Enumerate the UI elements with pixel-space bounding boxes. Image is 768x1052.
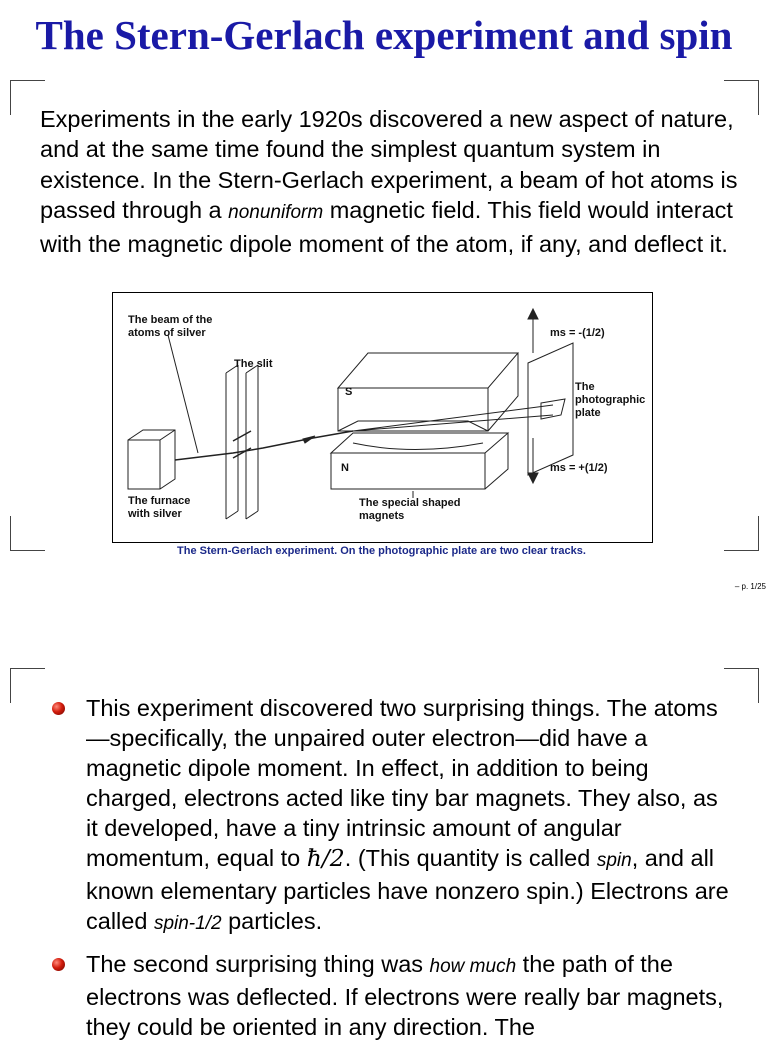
intro-text-1: Experiments in the early 1920s discovered a new aspect of nature, and at the same time found the simplest quantum system in existence. In the Stern-Gerlach experiment, a beam of hot atoms is passed through a [40,106,738,224]
label-n-pole: N [341,462,349,474]
stern-gerlach-diagram [112,292,653,543]
bullet-2-text-b: the path of the electrons was deflected. If electrons were really bar magnets, they could be oriented in any direction. The [86,951,724,1040]
bullet-list [50,693,730,1052]
frame-corner-bottom-left [10,516,45,551]
label-furnace: The furnace with silver [128,495,191,520]
intro-emphasis: nonuniform [228,202,324,224]
bullet-1-text-d: particles. [221,908,323,934]
label-beam: The beam of the atoms of silver [128,314,213,339]
bullet-2-emph: how much [429,956,517,977]
bullet-1-emph-spin: spin [596,850,632,871]
bullet-2-text-a: The second surprising thing was [86,951,430,977]
bullet-1-emph-spin-half: spin-1/2 [153,913,222,934]
label-ms-up: ms = -(1/2) [550,327,605,339]
bullet-1-text-b: . (This quantity is called [344,845,597,871]
bullet-ball-icon [52,958,65,971]
label-s-pole: S [345,386,353,398]
frame-corner-bottom-right [724,516,759,551]
intro-text-2: magnetic field. This field would interact with the magnetic dipole moment of the atom, if any, and deflect it. [40,197,733,257]
slide-title: The Stern-Gerlach experiment and spin [35,12,733,58]
label-slit: The slit [234,358,273,370]
label-plate: The photographic plate [575,381,646,419]
frame-corner-top-left-2 [10,668,45,703]
label-magnets: The special shaped magnets [359,497,461,522]
bullet-1-text-a: This experiment discovered two surprising things. The atoms—specifically, the unpaired outer electron—did have a magnetic dipole moment. In effect, in addition to being charged, electrons acted like tiny bar magnets. They also, as it developed, have a tiny intrinsic amount of angular momentum, equal to [86,695,718,871]
hbar-formula: ħ/2 [306,844,345,872]
bullet-item [50,693,730,939]
intro-paragraph [40,104,740,259]
figure-caption: The Stern-Gerlach experiment. On the photographic plate are two clear tracks. [177,545,586,557]
bullet-item [50,949,730,1042]
bullet-ball-icon [52,702,65,715]
bullet-1-text-c: , and all known elementary particles have nonzero spin.) Electrons are called [86,845,729,934]
page-number: – p. 1/25 [734,582,766,591]
label-ms-down: ms = +(1/2) [550,462,608,474]
